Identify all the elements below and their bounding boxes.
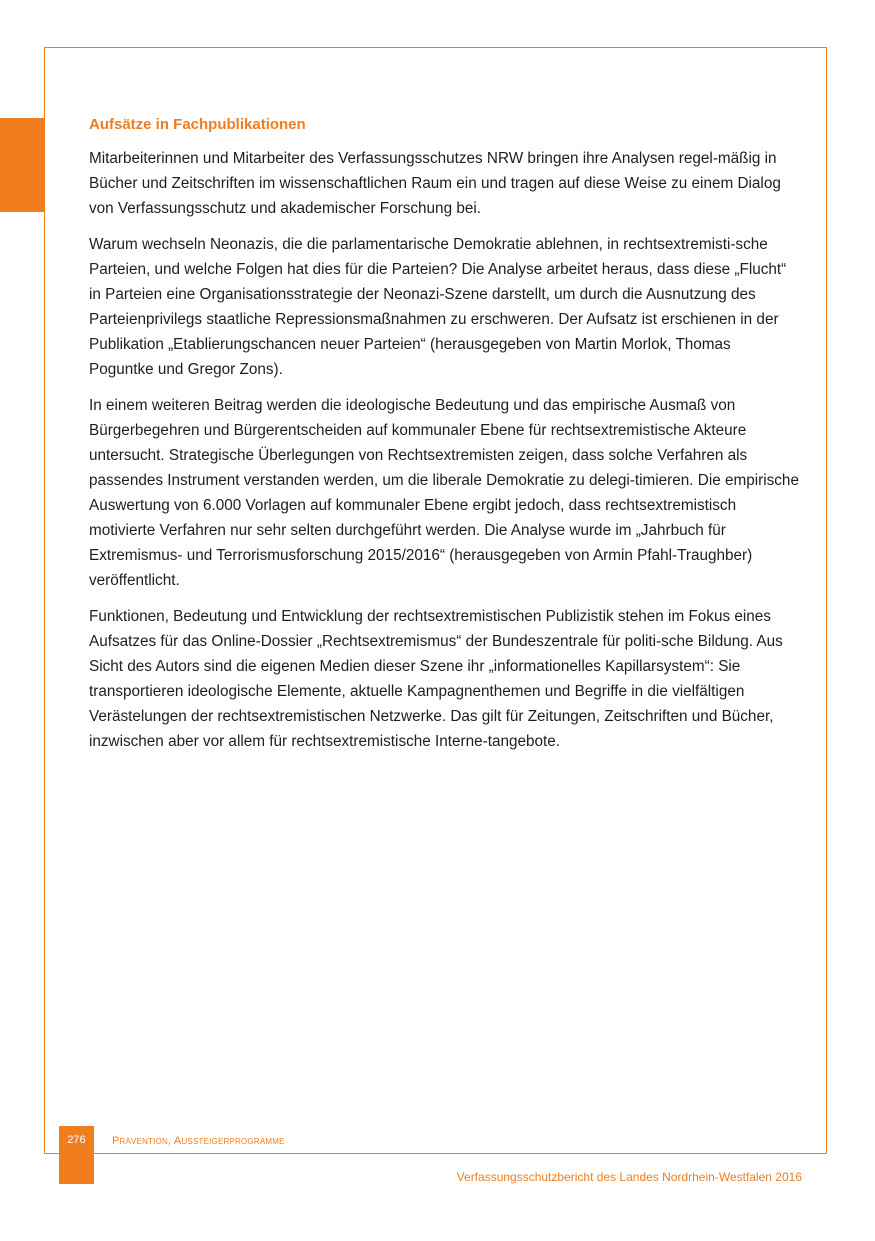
section-heading: Aufsätze in Fachpublikationen	[89, 116, 306, 133]
page-number: 276	[67, 1134, 86, 1146]
chapter-label: Prävention, Aussteigerprogramme	[112, 1135, 285, 1147]
publication-title: Verfassungsschutzbericht des Landes Nordrhein-Westfalen 2016	[456, 1170, 802, 1184]
chapter-side-tab	[0, 118, 44, 212]
paragraph-publizistik: Funktionen, Bedeutung und Entwicklung der rechtsextremistischen Publizistik stehen im Fokus eines Aufsatzes für das Online-Dossier „Rechtsextremismus“ der Bundeszentrale für politi-sche Bildung. Aus Sicht des Autors sind die eigenen Medien dieser Szene ihr „informationelles Kapillarsystem“: Sie transportieren ideologische Elemente, aktuelle Kampagnenthemen und Begriffe in die vielfältigen Verästelungen der rechtsextremistischen Netzwerke. Das gilt für Zeitungen, Zeitschriften und Bücher, inzwischen aber vor allem für rechtsextremistische Interne-tangebote.	[89, 608, 783, 750]
paragraph-buergerbegehren: In einem weiteren Beitrag werden die ideologische Bedeutung und das empirische Ausmaß von Bürgerbegehren und Bürgerentscheiden auf kommunaler Ebene für rechtsextremistische Akteure untersucht. Strategische Überlegungen von Rechtsextremisten zeigen, dass solche Verfahren als passendes Instrument verstanden werden, um die liberale Demokratie zu delegi-timieren. Die empirische Auswertung von 6.000 Vorlagen auf kommunaler Ebene ergibt jedoch, dass rechtsextremistisch motivierte Verfahren nur sehr selten durchgeführt werden. Die Analyse wurde im „Jahrbuch für Extremismus- und Terrorismusforschung 2015/2016“ (herausgegeben von Armin Pfahl-Traughber) veröffentlicht.	[89, 397, 799, 589]
paragraph-intro: Mitarbeiterinnen und Mitarbeiter des Verfassungsschutzes NRW bringen ihre Analysen regel-mäßig in Bücher und Zeitschriften im wissenschaftlichen Raum ein und tragen auf diese Weise zu einem Dialog von Verfassungsschutz und akademischer Forschung bei.	[89, 150, 781, 217]
paragraph-neonazi-parties: Warum wechseln Neonazis, die die parlamentarische Demokratie ablehnen, in rechtsextremisti-sche Parteien, und welche Folgen hat dies für die Parteien? Die Analyse arbeitet heraus, dass diese „Flucht“ in Parteien eine Organisationsstrategie der Neonazi-Szene darstellt, um durch die Ausnutzung des Parteienprivilegs staatliche Repressionsmaßnahmen zu erschweren. Der Aufsatz ist erschienen in der Publikation „Etablierungschancen neuer Parteien“ (herausgegeben von Martin Morlok, Thomas Poguntke und Gregor Zons).	[89, 236, 787, 378]
main-content	[89, 115, 799, 765]
page-number-box	[59, 1126, 94, 1184]
